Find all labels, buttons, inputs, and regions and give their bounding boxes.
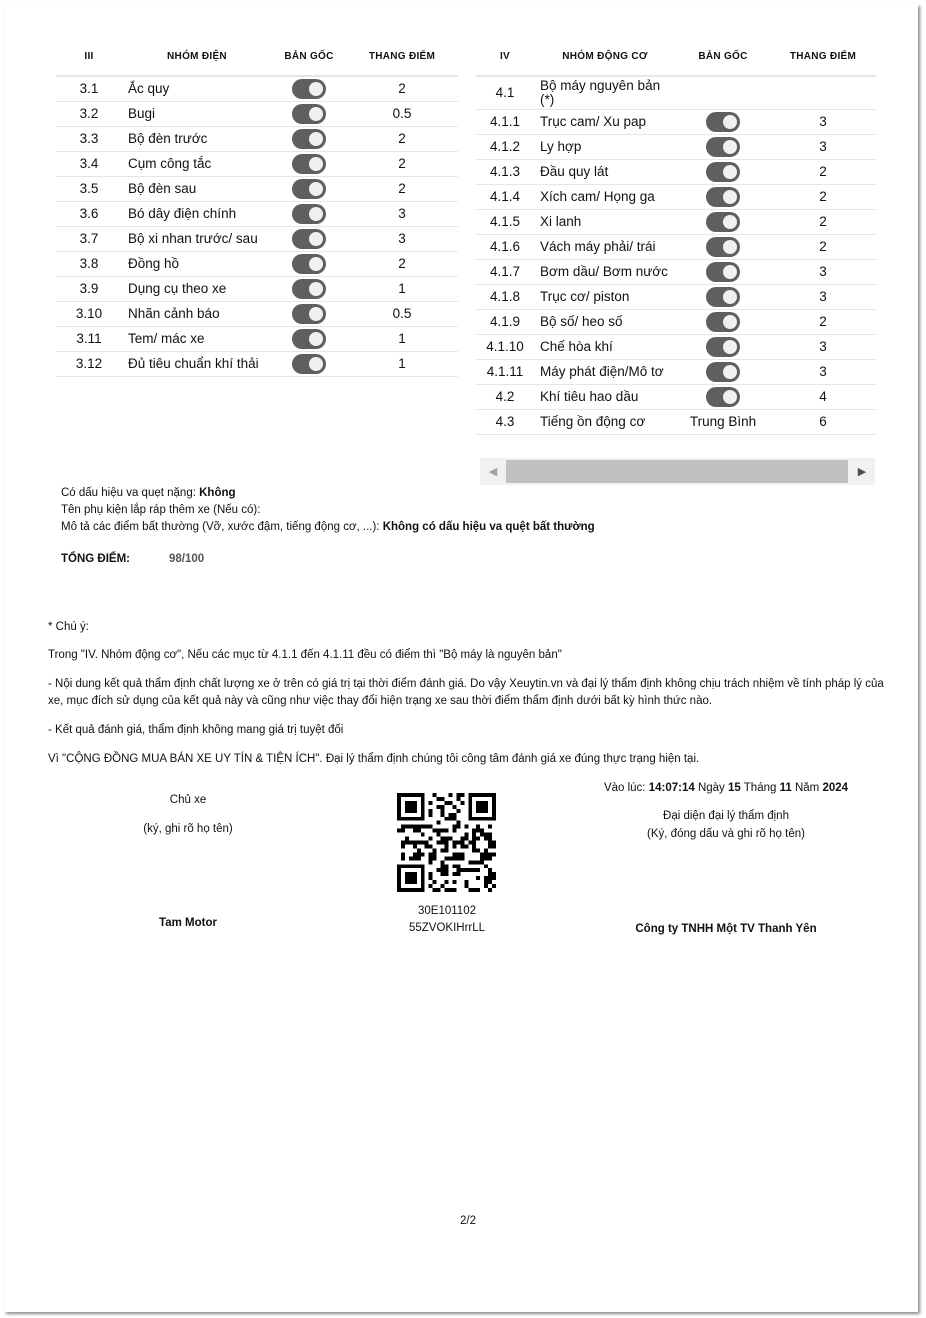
table-row bbox=[476, 310, 876, 335]
row-name: Vách máy phải/ trái bbox=[534, 235, 676, 260]
toggle-knob bbox=[723, 240, 737, 254]
row-name: Bơm dầu/ Bơm nước bbox=[534, 260, 676, 285]
toggle-knob bbox=[309, 132, 323, 146]
original-toggle[interactable] bbox=[292, 154, 326, 174]
row-id: 3.6 bbox=[56, 202, 122, 227]
table-row bbox=[56, 152, 458, 177]
original-toggle[interactable] bbox=[292, 279, 326, 299]
row-score: 2 bbox=[770, 185, 876, 210]
col-header-score: THANG ĐIỂM bbox=[770, 37, 876, 76]
accessory-line: Tên phụ kiện lắp ráp thêm xe (Nếu có): bbox=[61, 504, 261, 516]
toggle-knob bbox=[723, 340, 737, 354]
table-row bbox=[476, 160, 876, 185]
row-score: 2 bbox=[346, 76, 458, 102]
row-id: 3.12 bbox=[56, 352, 122, 377]
row-name: Bugi bbox=[122, 102, 272, 127]
scratch-value: Không bbox=[199, 487, 236, 499]
row-id: 4.1.4 bbox=[476, 185, 534, 210]
row-id: 4.2 bbox=[476, 385, 534, 410]
toggle-knob bbox=[309, 157, 323, 171]
col-header-group: NHÓM ĐỘNG CƠ bbox=[534, 37, 676, 76]
toggle-knob bbox=[723, 290, 737, 304]
row-original bbox=[676, 135, 770, 160]
original-toggle[interactable] bbox=[292, 79, 326, 99]
col-header-score: THANG ĐIỂM bbox=[346, 37, 458, 76]
row-score: 3 bbox=[770, 360, 876, 385]
row-original bbox=[676, 335, 770, 360]
original-toggle[interactable] bbox=[292, 304, 326, 324]
row-score: 0.5 bbox=[346, 302, 458, 327]
table-row bbox=[476, 185, 876, 210]
engine-group-table bbox=[476, 37, 876, 435]
row-score: 3 bbox=[770, 335, 876, 360]
row-score: 3 bbox=[770, 135, 876, 160]
original-toggle[interactable] bbox=[706, 112, 740, 132]
col-header-original: BẢN GỐC bbox=[676, 37, 770, 76]
note-not-absolute: - Kết quả đánh giá, thẩm định không mang giá trị tuyệt đối bbox=[48, 724, 344, 736]
scroll-right-arrow-icon[interactable]: ▶ bbox=[857, 466, 867, 478]
table-row bbox=[56, 127, 458, 152]
note-community: Vì "CỘNG ĐỒNG MUA BÁN XE UY TÍN & TIỆN ÍCH". Đại lý thẩm định chúng tôi công tâm đánh giá xe đúng thực trạng hiện tại. bbox=[48, 753, 700, 765]
row-score: 2 bbox=[346, 127, 458, 152]
qr-code-icon bbox=[397, 793, 496, 892]
original-toggle[interactable] bbox=[706, 337, 740, 357]
row-score: 2 bbox=[770, 235, 876, 260]
row-name: Khí tiêu hao dầu bbox=[534, 385, 676, 410]
row-name: Ắc quy bbox=[122, 76, 272, 102]
table-row bbox=[56, 227, 458, 252]
row-id: 3.11 bbox=[56, 327, 122, 352]
toggle-knob bbox=[723, 265, 737, 279]
row-original bbox=[676, 110, 770, 135]
toggle-knob bbox=[723, 165, 737, 179]
owner-hint: (ký, ghi rõ họ tên) bbox=[143, 823, 233, 835]
row-id: 4.1.7 bbox=[476, 260, 534, 285]
table-row bbox=[476, 76, 876, 110]
col-header-group: NHÓM ĐIỆN bbox=[122, 37, 272, 76]
row-original bbox=[272, 76, 346, 102]
row-score: 2 bbox=[346, 177, 458, 202]
row-id: 3.7 bbox=[56, 227, 122, 252]
row-original bbox=[676, 235, 770, 260]
toggle-knob bbox=[309, 257, 323, 271]
row-id: 3.2 bbox=[56, 102, 122, 127]
table-row bbox=[56, 177, 458, 202]
row-score: 2 bbox=[770, 160, 876, 185]
row-score: 2 bbox=[346, 252, 458, 277]
owner-title: Chủ xe bbox=[169, 794, 207, 806]
row-original bbox=[676, 285, 770, 310]
row-original bbox=[676, 310, 770, 335]
row-score: 3 bbox=[770, 110, 876, 135]
row-score: 3 bbox=[770, 285, 876, 310]
row-id: 3.5 bbox=[56, 177, 122, 202]
note-engine-original: Trong "IV. Nhóm động cơ", Nếu các mục từ 4.1.1 đến 4.1.11 đều có điểm thì "Bộ máy là nguyên bản" bbox=[48, 649, 562, 661]
row-name: Dụng cụ theo xe bbox=[122, 277, 272, 302]
toggle-knob bbox=[309, 82, 323, 96]
original-toggle[interactable] bbox=[706, 362, 740, 382]
row-original bbox=[272, 152, 346, 177]
row-name: Cụm công tắc bbox=[122, 152, 272, 177]
row-original bbox=[272, 102, 346, 127]
row-score: 3 bbox=[346, 227, 458, 252]
row-id: 3.8 bbox=[56, 252, 122, 277]
row-score: 4 bbox=[770, 385, 876, 410]
row-score: 3 bbox=[770, 260, 876, 285]
row-name: Trục cam/ Xu pap bbox=[534, 110, 676, 135]
scroll-left-arrow-icon[interactable]: ◀ bbox=[488, 466, 498, 478]
row-name: Bộ đèn sau bbox=[122, 177, 272, 202]
row-original bbox=[272, 302, 346, 327]
abnormal-line: Mô tả các điểm bất thường (Vỡ, xước đậm, tiếng động cơ, ...): Không có dấu hiệu va quệt bất thường bbox=[61, 521, 595, 533]
row-name: Tiếng ồn động cơ bbox=[534, 410, 676, 435]
row-score: 0.5 bbox=[346, 102, 458, 127]
abnormal-value: Không có dấu hiệu va quệt bất thường bbox=[382, 521, 595, 533]
row-name: Đủ tiêu chuẩn khí thải bbox=[122, 352, 272, 377]
row-name: Nhãn cảnh báo bbox=[122, 302, 272, 327]
col-header-original: BẢN GỐC bbox=[272, 37, 346, 76]
row-original bbox=[676, 210, 770, 235]
signed-time: Vào lúc: 14:07:14 Ngày 15 Tháng 11 Năm 2024 bbox=[603, 782, 849, 794]
row-score: 6 bbox=[770, 410, 876, 435]
row-name: Bộ đèn trước bbox=[122, 127, 272, 152]
row-original bbox=[272, 277, 346, 302]
original-toggle[interactable] bbox=[706, 287, 740, 307]
table-row bbox=[56, 102, 458, 127]
row-name: Xi lanh bbox=[534, 210, 676, 235]
row-score: 1 bbox=[346, 352, 458, 377]
row-original bbox=[676, 185, 770, 210]
row-original bbox=[676, 385, 770, 410]
row-original: Trung Bình bbox=[676, 410, 770, 435]
table-row bbox=[56, 252, 458, 277]
original-toggle[interactable] bbox=[292, 204, 326, 224]
row-original bbox=[676, 360, 770, 385]
table-row bbox=[56, 76, 458, 102]
row-id: 4.1.3 bbox=[476, 160, 534, 185]
row-id: 4.1 bbox=[476, 76, 534, 110]
original-toggle[interactable] bbox=[292, 104, 326, 124]
row-score: 1 bbox=[346, 327, 458, 352]
row-id: 4.1.9 bbox=[476, 310, 534, 335]
table-horizontal-scrollbar[interactable] bbox=[480, 458, 875, 485]
row-id: 3.1 bbox=[56, 76, 122, 102]
row-id: 4.1.5 bbox=[476, 210, 534, 235]
row-score: 2 bbox=[346, 152, 458, 177]
table-row bbox=[56, 352, 458, 377]
original-toggle[interactable] bbox=[706, 137, 740, 157]
original-toggle[interactable] bbox=[706, 162, 740, 182]
original-toggle[interactable] bbox=[706, 187, 740, 207]
row-original bbox=[676, 76, 770, 110]
row-original bbox=[676, 260, 770, 285]
row-name: Bộ máy nguyên bản (*) bbox=[534, 76, 676, 110]
owner-name: Tam Motor bbox=[159, 917, 217, 929]
row-id: 3.3 bbox=[56, 127, 122, 152]
total-score-value: 98/100 bbox=[169, 553, 205, 565]
col-header-id: III bbox=[56, 37, 122, 76]
original-toggle[interactable] bbox=[706, 387, 740, 407]
original-toggle[interactable] bbox=[292, 129, 326, 149]
row-score: 2 bbox=[770, 310, 876, 335]
original-toggle[interactable] bbox=[292, 229, 326, 249]
row-name: Bộ số/ heo số bbox=[534, 310, 676, 335]
electrical-group-table bbox=[56, 37, 458, 377]
original-toggle[interactable] bbox=[292, 254, 326, 274]
row-original bbox=[272, 352, 346, 377]
table-row bbox=[476, 210, 876, 235]
row-original bbox=[272, 177, 346, 202]
scratch-line: Có dấu hiệu va quẹt nặng: Không bbox=[61, 487, 236, 499]
row-original bbox=[272, 227, 346, 252]
table-row bbox=[476, 285, 876, 310]
original-toggle[interactable] bbox=[706, 237, 740, 257]
original-toggle[interactable] bbox=[292, 179, 326, 199]
row-name: Đồng hồ bbox=[122, 252, 272, 277]
code-line-1: 30E101102 bbox=[418, 905, 476, 917]
toggle-knob bbox=[309, 232, 323, 246]
table-row bbox=[476, 385, 876, 410]
row-score: 2 bbox=[770, 210, 876, 235]
total-score-label: TỔNG ĐIỂM: bbox=[61, 553, 130, 565]
row-id: 4.1.1 bbox=[476, 110, 534, 135]
table-row bbox=[476, 235, 876, 260]
toggle-knob bbox=[309, 207, 323, 221]
original-toggle[interactable] bbox=[706, 312, 740, 332]
toggle-knob bbox=[723, 390, 737, 404]
toggle-knob bbox=[723, 215, 737, 229]
toggle-knob bbox=[309, 307, 323, 321]
row-score bbox=[770, 76, 876, 110]
toggle-knob bbox=[309, 332, 323, 346]
row-id: 3.4 bbox=[56, 152, 122, 177]
toggle-knob bbox=[723, 140, 737, 154]
toggle-knob bbox=[723, 365, 737, 379]
row-name: Bộ xi nhan trước/ sau bbox=[122, 227, 272, 252]
row-name: Máy phát điện/Mô tơ bbox=[534, 360, 676, 385]
row-score: 1 bbox=[346, 277, 458, 302]
toggle-knob bbox=[723, 190, 737, 204]
row-id: 4.1.6 bbox=[476, 235, 534, 260]
row-score: 3 bbox=[346, 202, 458, 227]
row-name: Tem/ mác xe bbox=[122, 327, 272, 352]
table-row bbox=[56, 302, 458, 327]
table-row bbox=[56, 327, 458, 352]
toggle-knob bbox=[723, 315, 737, 329]
row-name: Bó dây điện chính bbox=[122, 202, 272, 227]
row-name: Xích cam/ Họng ga bbox=[534, 185, 676, 210]
row-original bbox=[272, 202, 346, 227]
table-row bbox=[476, 335, 876, 360]
row-id: 4.3 bbox=[476, 410, 534, 435]
row-original bbox=[272, 327, 346, 352]
agent-title: Đại diện đại lý thẩm định bbox=[663, 810, 789, 822]
toggle-knob bbox=[309, 107, 323, 121]
table-row bbox=[476, 110, 876, 135]
toggle-knob bbox=[309, 282, 323, 296]
table-row bbox=[476, 260, 876, 285]
toggle-knob bbox=[723, 115, 737, 129]
row-id: 4.1.11 bbox=[476, 360, 534, 385]
row-name: Trục cơ/ piston bbox=[534, 285, 676, 310]
original-toggle[interactable] bbox=[706, 262, 740, 282]
page-number: 2/2 bbox=[460, 1215, 476, 1227]
original-toggle[interactable] bbox=[706, 212, 740, 232]
row-name: Ly hợp bbox=[534, 135, 676, 160]
row-id: 4.1.2 bbox=[476, 135, 534, 160]
table-row bbox=[56, 277, 458, 302]
toggle-knob bbox=[309, 182, 323, 196]
table-row bbox=[476, 410, 876, 435]
row-original bbox=[272, 252, 346, 277]
agent-name: Công ty TNHH Một TV Thanh Yên bbox=[635, 923, 817, 935]
scrollbar-thumb[interactable] bbox=[506, 460, 848, 483]
row-original bbox=[272, 127, 346, 152]
row-name: Chế hòa khí bbox=[534, 335, 676, 360]
table-row bbox=[476, 360, 876, 385]
original-toggle[interactable] bbox=[292, 329, 326, 349]
row-id: 3.10 bbox=[56, 302, 122, 327]
row-original bbox=[676, 160, 770, 185]
row-id: 4.1.8 bbox=[476, 285, 534, 310]
code-line-2: 55ZVOKIHrrLL bbox=[408, 922, 486, 934]
table-row bbox=[476, 135, 876, 160]
note-disclaimer: - Nội dung kết quả thẩm định chất lượng xe ở trên có giá trị tại thời điểm đánh giá. Do vậy Xeuytin.vn và đại lý thẩm định không chịu trách nhiệm về tính pháp lý của xe, mục đích sử dụng của kết quả này và cũng như việc thay đổi hiện trạng xe sau thời điểm thẩm định dưới bất kỳ hình thức nào. bbox=[48, 678, 884, 707]
row-id: 3.9 bbox=[56, 277, 122, 302]
row-name: Đầu quy lát bbox=[534, 160, 676, 185]
row-id: 4.1.10 bbox=[476, 335, 534, 360]
toggle-knob bbox=[309, 357, 323, 371]
note-title: * Chú ý: bbox=[48, 621, 89, 633]
col-header-id: IV bbox=[476, 37, 534, 76]
agent-hint: (Ký, đóng dấu và ghi rõ họ tên) bbox=[647, 828, 805, 840]
original-toggle[interactable] bbox=[292, 354, 326, 374]
table-row bbox=[56, 202, 458, 227]
